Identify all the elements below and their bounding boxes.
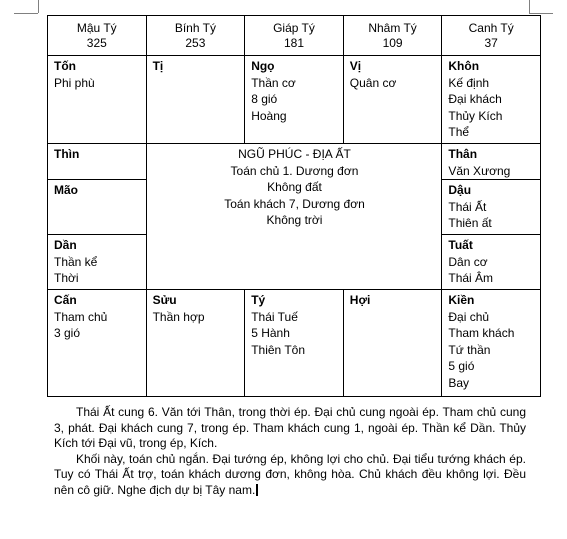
cell-dan (48, 235, 147, 290)
paragraph (54, 452, 526, 499)
cell-title: Thân (448, 147, 478, 161)
header-name: Bính Tý (174, 20, 216, 35)
margin-mark-top-left-h (14, 13, 38, 14)
cell-than (442, 144, 541, 180)
cell-ty (245, 290, 344, 397)
cell-dau (442, 180, 541, 235)
cell-ton (48, 56, 147, 144)
center-line: Toán khách 7, Dương đơn (224, 196, 365, 211)
header-number: 109 (382, 35, 403, 50)
cell-line: Tham chủ (54, 309, 108, 324)
cell-thin (48, 144, 147, 180)
header-name: Canh Tý (468, 20, 514, 35)
cell-line: 5 gió (448, 359, 475, 373)
margin-mark-top-right-h (529, 13, 553, 14)
cell-title: Khôn (448, 59, 480, 73)
cell-line: Thần hợp (152, 309, 205, 324)
cell-line: Thái Ất (448, 199, 487, 214)
top-row (48, 56, 541, 144)
cell-kien (442, 290, 541, 397)
cell-line: Đại chủ (448, 309, 490, 324)
text-cursor (256, 484, 258, 496)
cell-mao (48, 180, 147, 235)
cell-line: Phi phù (54, 75, 95, 90)
cell-line: 8 gió (251, 92, 278, 106)
cell-tuat (442, 235, 541, 290)
row-thin (48, 144, 541, 180)
header-number: 37 (484, 35, 498, 50)
cell-title: Vị (349, 59, 362, 73)
cell-line: Dân cơ (448, 254, 488, 269)
paragraph-text: Khối này, toán chủ ngắn. Đại tướng ép, không lợi cho chủ. Đại tiểu tướng khách ép. Tuy có Thái Ất trợ, toán khách dương đơn, không hòa. Chủ khách đều không lợi. Đều nên cô giữ. Nghe địch dự bị Tây nam. (54, 451, 526, 497)
cell-vi (343, 56, 442, 144)
cell-line: Thời (54, 271, 79, 285)
cell-title: Kiền (448, 293, 475, 307)
cell-line: Thiên ất (448, 216, 492, 230)
header-number: 253 (185, 35, 206, 50)
cell-title: Dần (54, 238, 77, 252)
cell-line: Bay (448, 375, 470, 390)
header-cell (245, 16, 344, 56)
cell-hoi (343, 290, 442, 397)
cell-title: Sửu (152, 293, 177, 307)
cell-title: Tốn (54, 59, 76, 73)
cell-line: Thiên Tôn (251, 342, 305, 357)
cell-can (48, 290, 147, 397)
header-number: 181 (283, 35, 304, 50)
cell-line: Thần cơ (251, 75, 296, 90)
cell-line: Đại khách (448, 92, 502, 106)
cell-ngo (245, 56, 344, 144)
cell-line: 3 gió (54, 326, 81, 340)
cell-line: 5 Hành (251, 326, 290, 340)
center-line: Toán chủ 1. Dương đơn (230, 163, 359, 178)
cell-title: Hợi (349, 293, 371, 307)
cell-line: Thần kể (54, 254, 98, 269)
cell-line: Văn Xương (448, 163, 511, 178)
header-row (48, 16, 541, 56)
margin-mark-top-right-v (529, 0, 530, 13)
center-block (146, 144, 442, 290)
cell-line: Hoàng (251, 108, 287, 123)
cell-line: Thái Tuế (251, 309, 298, 324)
cell-suu (146, 290, 245, 397)
header-cell (48, 16, 147, 56)
commentary-text[interactable] (54, 405, 526, 499)
bottom-row (48, 290, 541, 397)
center-line: Không đất (267, 180, 322, 194)
cell-line: Thủy Kích (448, 108, 503, 123)
cell-title: Ngọ (251, 59, 275, 73)
center-heading: NGŨ PHÚC - ĐỊA ẤT (238, 147, 351, 161)
header-name: Giáp Tý (273, 20, 315, 35)
cell-ti (146, 56, 245, 144)
cell-title: Mão (54, 183, 78, 197)
cell-line: Kế định (448, 75, 490, 90)
cell-line: Tham khách (448, 326, 515, 340)
divination-chart-table (47, 15, 541, 397)
header-number: 325 (86, 35, 107, 50)
paragraph: Thái Ất cung 6. Văn tới Thân, trong thời ép. Đại chủ cung ngoài ép. Tham chủ cung 3, phát. Đại khách cung 7, trong ép. Tham khách cung 1, ngoài ép. Thần kể Dần. Thủy Kích tới Đại vũ, trong ép, Kích. (54, 405, 526, 451)
header-name: Nhâm Tý (368, 20, 417, 35)
header-cell (442, 16, 541, 56)
cell-khon (442, 56, 541, 144)
cell-line: Thái Âm (448, 271, 494, 285)
margin-mark-top-left-v (38, 0, 39, 13)
cell-title: Thìn (54, 147, 80, 161)
header-cell (343, 16, 442, 56)
cell-line: Tứ thần (448, 342, 491, 357)
cell-title: Tý (251, 293, 266, 307)
cell-title: Tị (152, 59, 164, 73)
cell-line: Thể (448, 125, 470, 139)
cell-title: Cấn (54, 293, 77, 307)
header-name: Mậu Tý (76, 20, 117, 35)
header-cell (146, 16, 245, 56)
cell-title: Dậu (448, 183, 472, 197)
cell-line: Quân cơ (349, 75, 397, 90)
center-line: Không trời (266, 213, 323, 227)
cell-title: Tuất (448, 238, 473, 252)
